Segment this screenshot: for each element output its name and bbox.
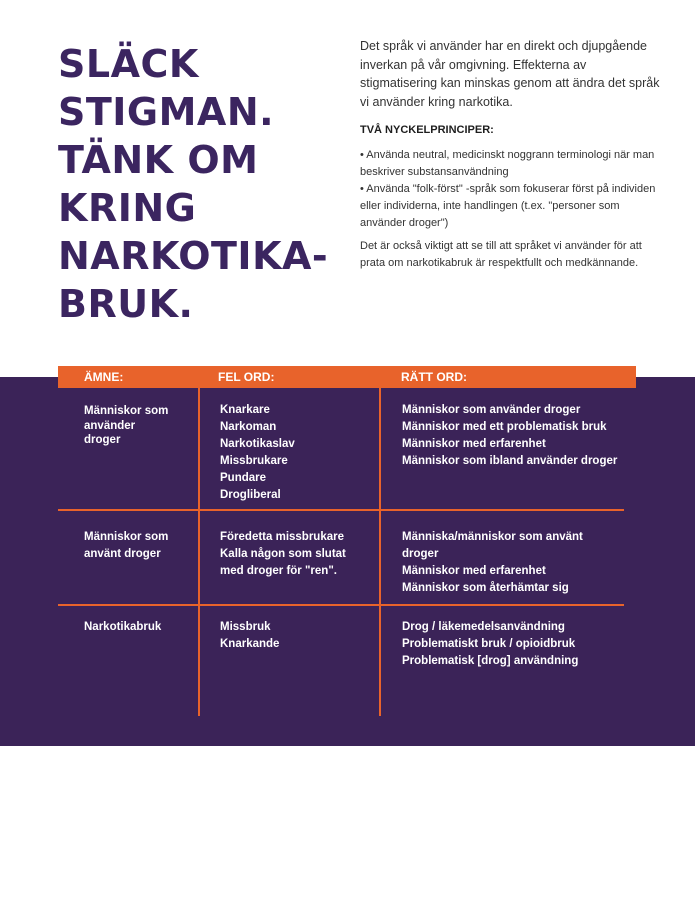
cell-line: Människor med ett problematisk bruk xyxy=(402,421,607,433)
row-divider xyxy=(58,604,624,606)
row-subject xyxy=(84,404,168,448)
cell-line: Människa/människor som använt xyxy=(402,531,583,543)
row-divider xyxy=(58,509,624,511)
header-subject: ÄMNE: xyxy=(84,370,124,384)
cell-line: Narkotikabruk xyxy=(84,621,162,633)
cell-line: använt droger xyxy=(84,548,161,560)
row-subject xyxy=(84,529,168,563)
row-wrong-words xyxy=(220,619,279,653)
cell-line: Narkotikaslav xyxy=(220,438,295,450)
cell-line: Människor med erfarenhet xyxy=(402,438,546,450)
headline-line: STIGMAN. xyxy=(58,90,275,134)
principle-item: • Använda "folk-först" -språk som fokuserar först på individen eller individerna, inte handlingen (t.ex. "personer som använder droger") xyxy=(360,183,656,229)
cell-line: Drog / läkemedelsanvändning xyxy=(402,621,565,633)
headline-line: SLÄCK xyxy=(58,42,199,86)
cell-line: Människor som använder droger xyxy=(402,404,581,416)
cell-line: Människor som ibland använder droger xyxy=(402,455,618,467)
cell-line: droger xyxy=(402,548,439,560)
cell-line: Narkoman xyxy=(220,421,277,433)
cell-line: Knarkande xyxy=(220,638,280,650)
header-wrong-words: FEL ORD: xyxy=(218,370,275,384)
cell-line: med droger för "ren". xyxy=(220,565,337,577)
header-right-words: RÄTT ORD: xyxy=(401,370,467,384)
cell-line: Missbrukare xyxy=(220,455,288,467)
cell-line: Kalla någon som slutat xyxy=(220,548,346,560)
cell-line: Missbruk xyxy=(220,621,271,633)
principle-item: • Använda neutral, medicinskt noggrann terminologi när man beskriver substansanvändning xyxy=(360,149,655,178)
headline xyxy=(58,40,348,328)
column-divider xyxy=(198,388,200,716)
cell-line: Människor som xyxy=(84,405,169,417)
row-right-words xyxy=(402,402,617,470)
cell-line: Människor som återhämtar sig xyxy=(402,582,569,594)
cell-line: droger xyxy=(84,434,121,446)
cell-line: Knarkare xyxy=(220,404,270,416)
row-right-words xyxy=(402,619,578,670)
row-subject xyxy=(84,619,161,636)
cell-line: Människor med erfarenhet xyxy=(402,565,546,577)
principles-list xyxy=(360,147,660,232)
row-wrong-words xyxy=(220,402,295,504)
column-divider xyxy=(379,388,381,716)
principles-title: TVÅ NYCKELPRINCIPER: xyxy=(360,124,494,136)
row-right-words xyxy=(402,529,583,597)
cell-line: Problematisk [drog] användning xyxy=(402,655,579,667)
cell-line: Människor som xyxy=(84,531,169,543)
table-header xyxy=(58,366,636,388)
headline-line: KRING xyxy=(58,186,197,230)
cell-line: Pundare xyxy=(220,472,267,484)
row-wrong-words xyxy=(220,529,346,580)
headline-line: NARKOTIKA- xyxy=(58,234,329,278)
cell-line: Föredetta missbrukare xyxy=(220,531,344,543)
closing-paragraph: Det är också viktigt att se till att språket vi använder för att prata om narkotikabruk är respektfullt och medkännande. xyxy=(360,240,642,269)
headline-line: TÄNK OM xyxy=(58,138,259,182)
headline-line: BRUK. xyxy=(58,282,194,326)
intro-paragraph: Det språk vi använder har en direkt och djupgående inverkan på vår omgivning. Effekterna av stigmatisering kan minskas genom att ändra det språk vi använder kring narkotika. xyxy=(360,39,660,109)
cell-line: Drogliberal xyxy=(220,489,281,501)
cell-line: använder xyxy=(84,419,136,432)
cell-line: Problematiskt bruk / opioidbruk xyxy=(402,638,576,650)
intro-section xyxy=(360,37,660,272)
